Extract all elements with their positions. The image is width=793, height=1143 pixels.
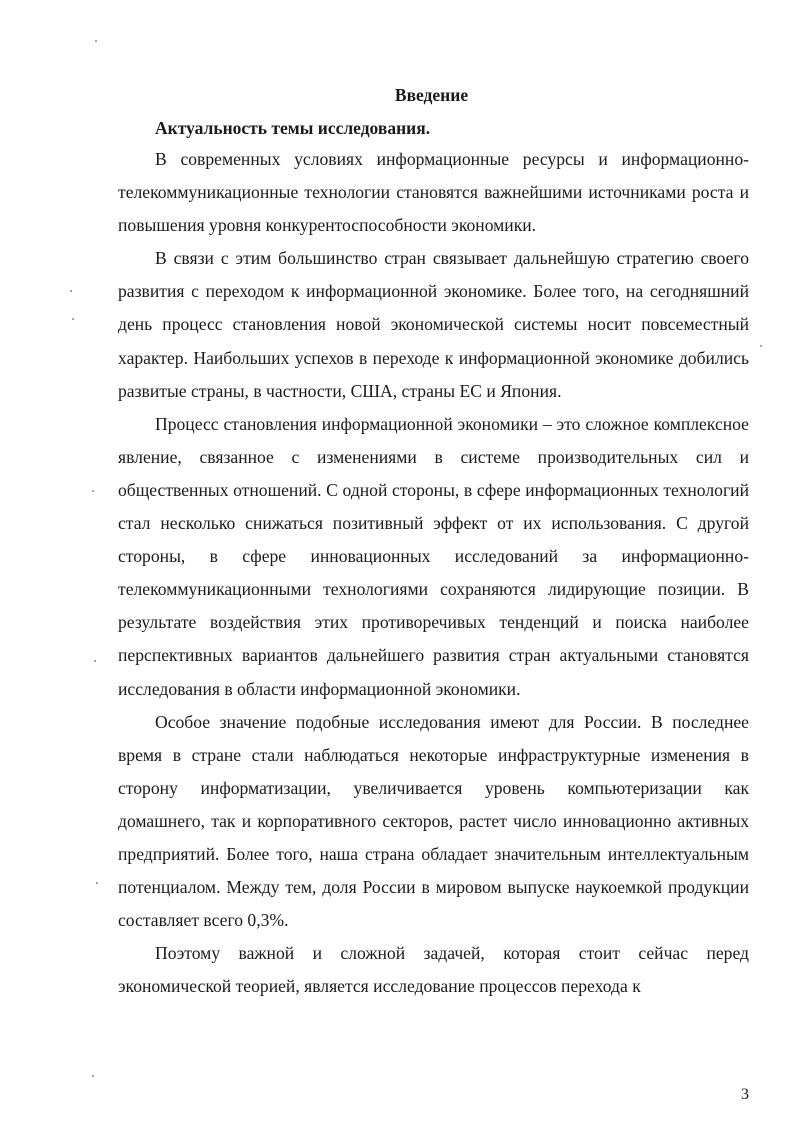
paragraph-1: В современных условиях информационные ресурсы и информационно-телекоммуникационные технологии становятся важнейшими источниками роста и повышения уровня конкурентоспособности экономики.: [118, 149, 749, 236]
paragraph-5: Поэтому важной и сложной задачей, которая стоит сейчас перед экономической теорией, является исследование процессов перехода к: [118, 943, 749, 997]
scan-speck: [92, 490, 94, 492]
scan-speck: [70, 290, 72, 292]
scan-speck: [94, 660, 96, 662]
section-heading: Актуальность темы исследования.: [155, 118, 431, 138]
paragraph-2: В связи с этим большинство стран связывает дальнейшую стратегию своего развития с переходом к информационной экономике. Более того, на сегодняшний день процесс становления новой экономической системы носит повсеместный характер. Наибольших успехов в переходе к информационной экономике добились развитые страны, в частности, США, страны ЕС и Япония.: [118, 248, 749, 401]
scan-speck: [92, 1075, 94, 1077]
scan-speck: [95, 40, 97, 42]
paragraph-4: Особое значение подобные исследования имеют для России. В последнее время в стране стали наблюдаться некоторые инфраструктурные изменения в сторону информатизации, увеличивается уровень компьютеризации как домашнего, так и корпоративного секторов, растет число инновационно активных предприятий. Более того, наша страна обладает значительным интеллектуальным потенциалом. Между тем, доля России в мировом выпуске наукоемкой продукции составляет всего 0,3%.: [118, 711, 749, 931]
page-number: 3: [741, 1086, 749, 1103]
page-title: Введение: [394, 85, 469, 105]
body-text: [118, 143, 749, 1003]
scan-speck: [96, 882, 98, 884]
scan-speck: [72, 318, 74, 320]
paragraph-3: Процесс становления информационной экономики – это сложное комплексное явление, связанное с изменениями в системе производительных сил и общественных отношений. С одной стороны, в сфере информационных технологий стал несколько снижаться позитивный эффект от их использования. С другой стороны, в сфере инновационных исследований за информационно-телекоммуникационными технологиями сохраняются лидирующие позиции. В результате воздействия этих противоречивых тенденций и поиска наиболее перспективных вариантов дальнейшего развития стран актуальными становятся исследования в области информационной экономики.: [118, 413, 749, 699]
scan-speck: [760, 345, 762, 347]
